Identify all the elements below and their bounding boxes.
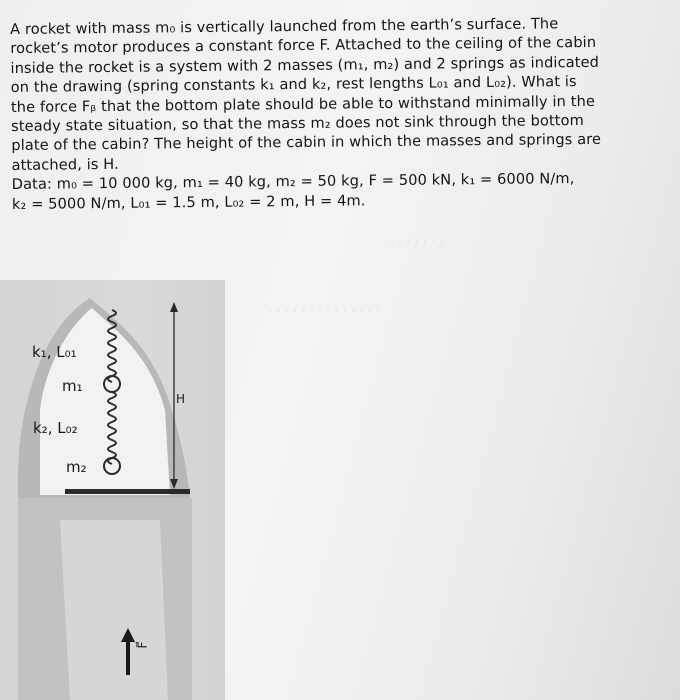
- k1-label: k₁, L₀₁: [32, 343, 77, 361]
- data-line: k₂ = 5000 N/m, L₀₁ = 1.5 m, L₀₂ = 2 m, H = 4m.: [11, 191, 366, 213]
- height-label: H: [176, 392, 186, 406]
- bottom-plate: [65, 489, 190, 494]
- problem-line: A rocket with mass m₀ is vertically launched from the earth’s surface. The: [10, 15, 559, 38]
- bleed-through-text: . . . . . . . . . . . . . . .: [260, 300, 380, 315]
- rocket-diagram: [0, 280, 225, 700]
- k2-label: k₂, L₀₂: [33, 419, 78, 437]
- problem-line: plate of the cabin? The height of the cabin in which the masses and springs are: [11, 131, 602, 155]
- m2-label: m₂: [66, 458, 87, 476]
- problem-line: rocket’s motor produces a constant force F. Attached to the ceiling of the cabin: [10, 34, 597, 58]
- force-label: F⃗: [135, 641, 150, 649]
- problem-line: on the drawing (spring constants k₁ and k₂, rest lengths L₀₁ and L₀₂). What is: [10, 73, 577, 97]
- data-line: Data: m₀ = 10 000 kg, m₁ = 40 kg, m₂ = 50 kg, F = 500 kN, k₁ = 6000 N/m,: [11, 170, 575, 194]
- problem-line: inside the rocket is a system with 2 masses (m₁, m₂) and 2 springs as indicated: [10, 53, 600, 77]
- lower-body-highlight: [60, 520, 168, 700]
- problem-line: steady state situation, so that the mass m₂ does not sink through the bottom: [11, 112, 585, 136]
- height-arrow-top: [170, 302, 178, 312]
- m1-label: m₁: [62, 377, 83, 395]
- bleed-through-text: . . . . . . .: [390, 232, 444, 247]
- problem-line: attached, is H.: [11, 155, 119, 174]
- problem-line: the force Fᵦ that the bottom plate should be able to withstand minimally in the: [10, 92, 596, 116]
- problem-statement: [10, 13, 672, 214]
